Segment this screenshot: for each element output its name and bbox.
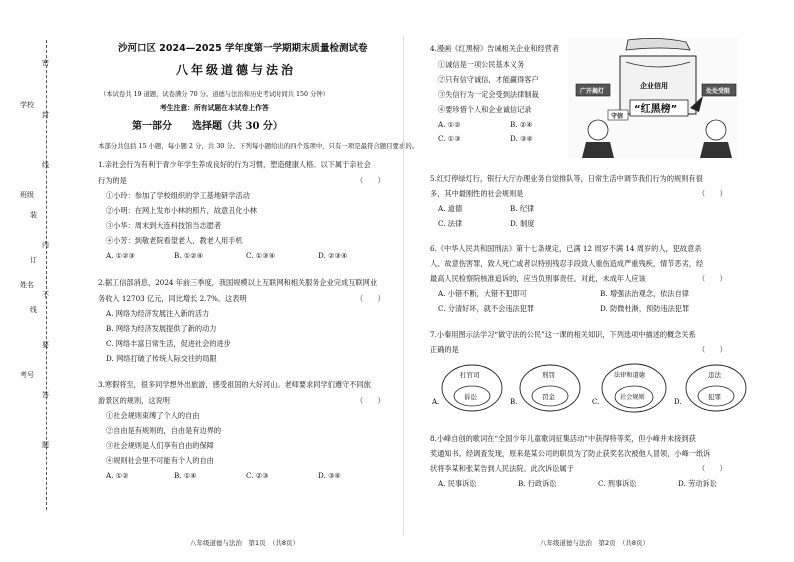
right-page-footer: 八年级道德与法治 第2页 （共8页） bbox=[540, 539, 650, 547]
cartoon-banner-mid: 企业信用 bbox=[640, 82, 668, 90]
gutter-bind-char: 订 bbox=[30, 256, 37, 264]
q4-item: ③失信行为一定会受到法律制裁 bbox=[438, 90, 539, 99]
gutter-char: 题 bbox=[42, 441, 49, 449]
q1-item: ③小华：周末到大连科技馆当志愿者 bbox=[106, 221, 222, 230]
gutter-char: 内 bbox=[42, 241, 49, 249]
q3-item: ②自由是有规则的，自由是有边界的 bbox=[106, 426, 222, 435]
q8-option-b: B. 行政诉讼 bbox=[518, 479, 557, 488]
section-title: 第一部分 选择题（共 30 分） bbox=[132, 121, 283, 132]
gutter-char: 封 bbox=[42, 111, 49, 119]
q3-answer-paren[interactable]: （ ） bbox=[356, 396, 385, 405]
q8-answer-paren[interactable]: （ ） bbox=[698, 464, 727, 473]
cartoon-board-text: “红黑榜” bbox=[634, 104, 678, 115]
q7-diagram-b-inner: 罚金 bbox=[542, 393, 555, 401]
q1-item: ④小芳：到敬老院看望老人，教老人用手机 bbox=[106, 236, 243, 245]
q8-option-d: D. 劳动诉讼 bbox=[678, 479, 717, 488]
q3-option-c: C. ②③ bbox=[246, 471, 269, 480]
q1-stem-line1: 1.亲社会行为有利于青少年学生养成良好的行为习惯，塑造健康人格。以下属于亲社会 bbox=[98, 160, 371, 169]
q4-option-c: C. ①③ bbox=[438, 134, 461, 143]
q3-stem-line1: 3.寒假将至，很多同学想外出旅游，感受祖国的大好河山。老师要求同学们遵守不同旅 bbox=[98, 380, 371, 389]
subject-title: 八年级道德与法治 bbox=[176, 63, 297, 77]
exam-title: 沙河口区 2024—2025 学年度第一学期期末质量检测试卷 bbox=[118, 43, 368, 54]
q7-diagram-d bbox=[674, 365, 746, 411]
q1-answer-paren[interactable]: （ ） bbox=[356, 176, 385, 185]
q5-stem-line2: 多，其中最刚性的社会规则是 bbox=[430, 189, 524, 198]
section-instruction: 本部分共包括 15 小题，每小题 2 分，共 30 分。下列每小题给出的四个选项中，只有一项是最符合题目要求的。 bbox=[98, 142, 419, 150]
gutter-bind-char: 装 bbox=[30, 211, 37, 219]
q6-option-a: A. 小错不断，大错不犯即可 bbox=[438, 289, 527, 298]
q1-option-d: D. ②③④ bbox=[318, 251, 348, 260]
gutter-char: 不 bbox=[42, 291, 49, 299]
q5-option-c: C. 法律 bbox=[438, 219, 463, 228]
q7-answer-paren[interactable]: （ ） bbox=[698, 345, 727, 354]
q1-option-c: C. ①③④ bbox=[246, 251, 276, 260]
q7-stem-line2: 正确的是 bbox=[430, 345, 459, 354]
q2-option-b: B. 网络为经济发展提供了新的动力 bbox=[106, 324, 217, 333]
q3-stem-line2: 游景区的规则，这说明 bbox=[98, 396, 170, 405]
q4-stem: 4.漫画《红黑榜》告诫相关企业和经营者 bbox=[430, 44, 560, 53]
q7-diagram-d-label: D. bbox=[674, 398, 682, 406]
gutter-field-class: 班级 bbox=[20, 191, 34, 199]
q2-option-c: C. 网络丰富日常生活，促进社会的进步 bbox=[106, 339, 231, 348]
q5-answer-paren[interactable]: （ ） bbox=[698, 189, 727, 198]
q4-item: ④要珍惜个人和企业诚信记录 bbox=[438, 105, 532, 114]
q2-option-d: D. 网络打破了传统人际交往的局限 bbox=[106, 354, 217, 363]
q7-diagram-b bbox=[510, 365, 580, 411]
q7-diagram-c-outer: 法律和道德 bbox=[614, 372, 645, 379]
q6-stem-line3: 最高人民检察院核准追诉的，应当负刑事责任。对此，未成年人应该 bbox=[430, 274, 646, 283]
q3-item: ①社会规则束缚了个人的自由 bbox=[106, 411, 200, 420]
cartoon-banner-left: 广开揭灯 bbox=[580, 88, 605, 95]
exam-note: （本试卷共 19 道题，试卷满分 70 分。道德与法治和历史考试时间共 150 分钟） bbox=[100, 91, 329, 98]
q8-stem-line1: 8.小峰自创的歌词在“全国少年儿童歌词征集活动”中获得特等奖，但小峰并未接到获 bbox=[430, 434, 696, 443]
cartoon-banner-right: 处处受限 bbox=[706, 88, 731, 95]
q5-option-b: B. 纪律 bbox=[510, 204, 535, 213]
gutter-field-name: 姓名 bbox=[20, 281, 34, 289]
q4-item: ①诚信是一项公民基本义务 bbox=[438, 60, 525, 69]
q7-diagram-c-label: C. bbox=[592, 398, 600, 406]
q7-diagram-a-inner: 诉讼 bbox=[464, 393, 477, 401]
q1-item: ②小明：在网上发布小林的照片，故意丑化小林 bbox=[106, 206, 257, 215]
q7-diagram-d-inner: 犯罪 bbox=[708, 393, 721, 401]
gutter-bind-char: 线 bbox=[30, 306, 37, 314]
q7-diagram-c bbox=[592, 364, 666, 412]
q6-option-d: D. 防微杜渐，预防违法犯罪 bbox=[600, 304, 690, 313]
exam-notice: 考生注意：所有试题在本试卷上作答 bbox=[160, 104, 269, 112]
q1-option-a: A. ①②③ bbox=[106, 251, 136, 260]
q1-option-b: B. ①②④ bbox=[174, 251, 204, 260]
q4-option-a: A. ①② bbox=[438, 120, 461, 129]
gutter-char: 答 bbox=[42, 391, 49, 399]
q8-option-c: C. 刑事诉讼 bbox=[598, 479, 637, 488]
q8-stem-line3: 状将李某和张某告到人民法院。此次诉讼属于 bbox=[430, 464, 574, 473]
page-divider bbox=[403, 35, 404, 535]
q3-option-a: A. ①② bbox=[106, 471, 129, 480]
q6-stem-line1: 6.《中华人民共和国刑法》第十七条规定，已满 12 周岁不满 14 周岁的人，犯故意杀 bbox=[430, 244, 702, 253]
q2-option-a: A. 网络为经济发展注入新的活力 bbox=[106, 309, 210, 318]
gutter-char: 要 bbox=[42, 341, 49, 349]
q7-diagram-c-inner: 社会规则 bbox=[620, 394, 645, 401]
q7-stem-line1: 7.小秦用图示法学习“做守法的公民”这一课的相关知识，下列选项中描述的概念关系 bbox=[430, 330, 696, 339]
q6-stem-line2: 人、故意伤害罪，致人死亡或者以特别残忍手段致人重伤造成严重残疾，情节恶劣，经 bbox=[430, 259, 704, 268]
q2-stem-line2: 务收入 12703 亿元，同比增长 2.7%。这表明 bbox=[98, 294, 247, 303]
q2-stem-line1: 2.据工信部消息，2024 年前三季度，我国规模以上互联网和相关服务企业完成互联网业 bbox=[98, 278, 378, 287]
q7-venn-diagrams bbox=[430, 360, 770, 416]
q7-diagram-a-outer: 打官司 bbox=[460, 371, 480, 379]
q3-item: ④规则社会里不可能有个人的自由 bbox=[106, 456, 214, 465]
q7-diagram-a bbox=[431, 365, 502, 411]
q4-item: ②只有信守诚信，才能赢得客户 bbox=[438, 75, 539, 84]
q1-item: ①小玲：参加了学校组织的学工基地研学活动 bbox=[106, 191, 250, 200]
q4-option-b: B. ②④ bbox=[510, 120, 533, 129]
q7-diagram-a-label: A. bbox=[432, 398, 440, 406]
cartoon-tag: 守信 bbox=[611, 113, 624, 120]
q7-diagram-b-label: B. bbox=[510, 398, 518, 406]
q3-option-b: B. ①④ bbox=[174, 471, 197, 480]
q7-diagram-d-outer: 违法 bbox=[708, 371, 721, 379]
left-page-footer: 八年级道德与法治 第1页 （共8页） bbox=[190, 539, 300, 547]
q7-diagram-b-outer: 刑罚 bbox=[542, 371, 555, 379]
q6-option-b: B. 增强法治观念，依法自律 bbox=[600, 289, 689, 298]
binding-gutter bbox=[8, 40, 52, 510]
q6-answer-paren[interactable]: （ ） bbox=[698, 274, 727, 283]
gutter-char: 密 bbox=[42, 59, 49, 67]
gutter-field-school: 学校 bbox=[20, 101, 34, 109]
q3-option-d: D. ③④ bbox=[318, 471, 341, 480]
red-black-list-cartoon bbox=[568, 38, 738, 158]
q5-stem-line1: 5.红灯停绿灯行，银行大厅办理业务自觉排队等，日常生活中调节我们行为的规则有很 bbox=[430, 174, 703, 183]
q2-answer-paren[interactable]: （ ） bbox=[356, 294, 385, 303]
gutter-char: 线 bbox=[42, 161, 49, 169]
q8-option-a: A. 民事诉讼 bbox=[438, 479, 477, 488]
q5-option-a: A. 道德 bbox=[438, 204, 463, 213]
q1-stem-line2: 行为的是 bbox=[98, 176, 127, 185]
gutter-field-id: 考号 bbox=[20, 371, 34, 379]
q3-item: ③社会规则是人们享有自由的保障 bbox=[106, 441, 214, 450]
q4-option-d: D. ③④ bbox=[510, 134, 533, 143]
q5-option-d: D. 制度 bbox=[510, 219, 535, 228]
q8-stem-line2: 奖通知书。经调查发现，原来是某公司的职员为了防止获奖名次被他人冒领，小峰一纸诉 bbox=[430, 449, 711, 458]
q6-option-c: C. 分清好坏，就不会违法犯罪 bbox=[438, 304, 535, 313]
